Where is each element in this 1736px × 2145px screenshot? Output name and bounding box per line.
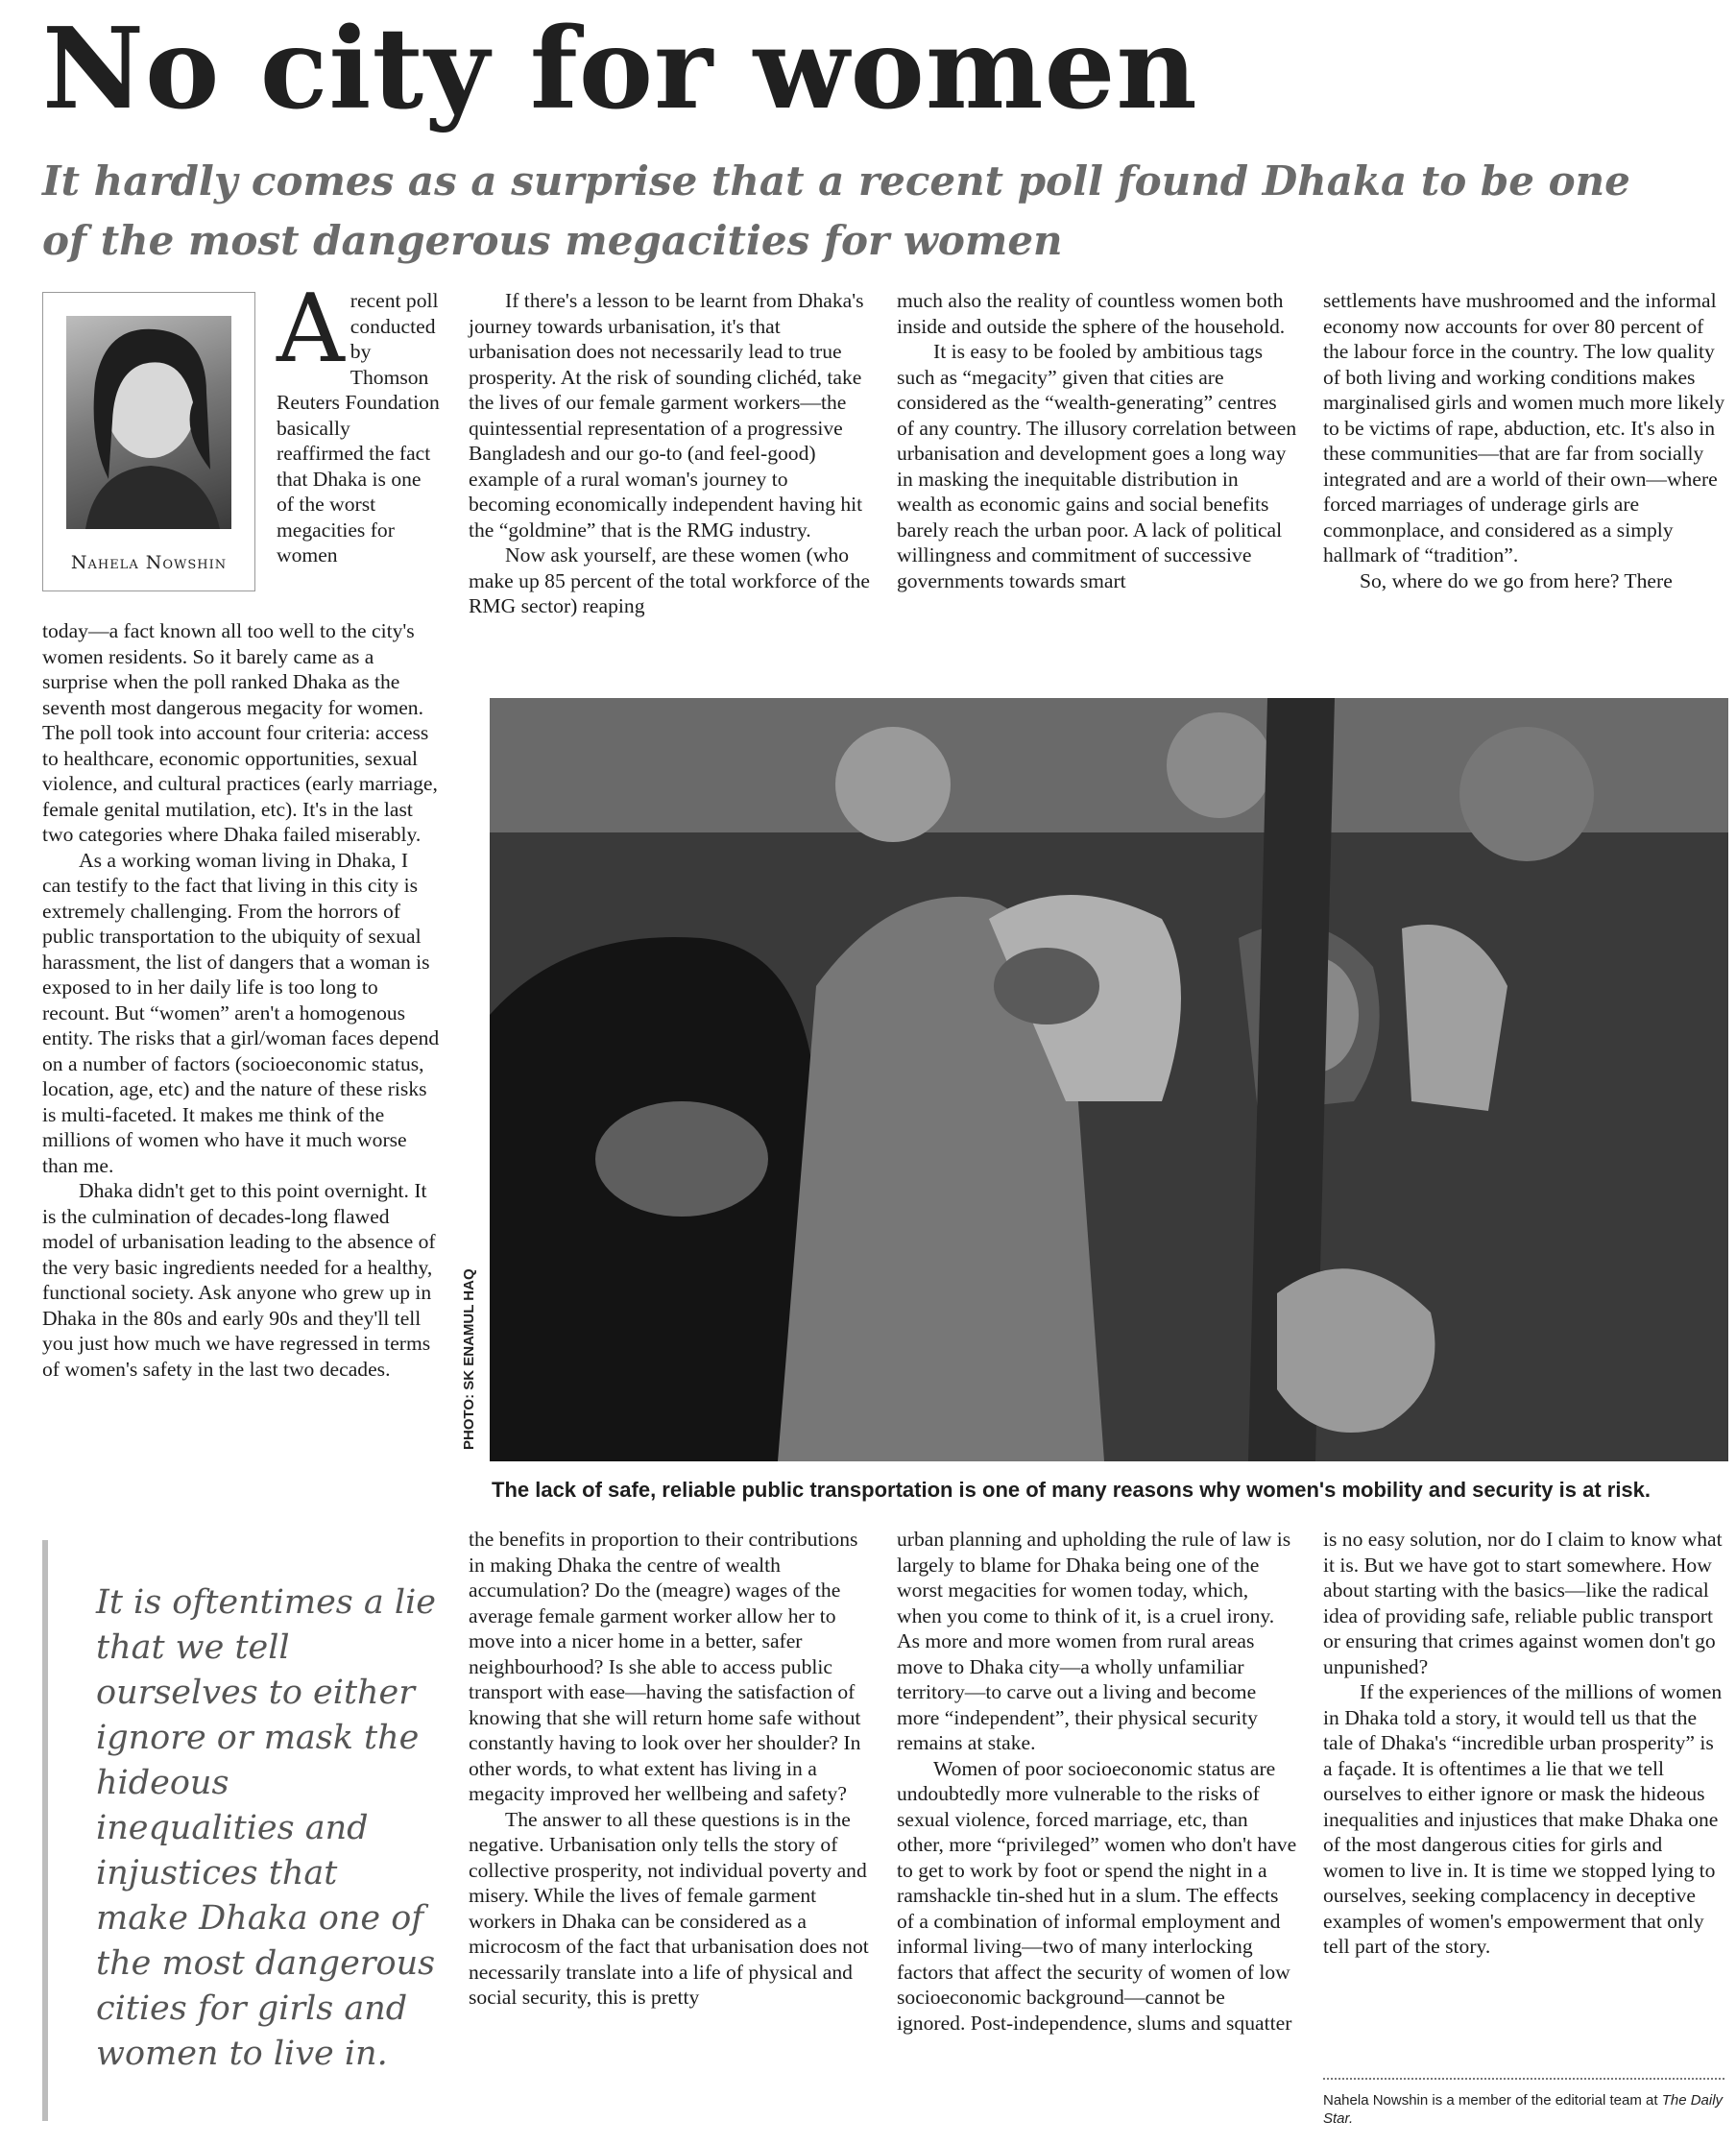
column-3-top: [897, 288, 1298, 682]
author-name: Nahela Nowshin: [70, 552, 228, 573]
paragraph: If the experiences of the millions of women in Dhaka told a story, it would tell us that the tale of Dhaka's “incredible urban prosperity” is a façade. It is oftentimes a lie that we tell ourselves to either ignore or mask the hideous inequalities and injustices that make Dhaka one of the most dangerous cities for girls and women to live in. It is time we stopped lying to ourselves, seeking complacency in deceptive examples of women's empowerment that only tell part of the story.: [1323, 1680, 1723, 1958]
paragraph: much also the reality of countless women both inside and outside the sphere of the household.: [897, 289, 1286, 338]
intro-paragraph-lead: [277, 275, 440, 568]
column-2-bottom: [469, 1527, 870, 2141]
bio-text: Nahela Nowshin is a member of the editorial team at: [1323, 2092, 1658, 2109]
deck-subtitle: It hardly comes as a surprise that a recent poll found Dhaka to be one of the most dangerous megacities for women: [42, 157, 1630, 264]
intro-paragraph-continued: today—a fact known all too well to the city's women residents. So it barely came as a surprise when the poll ranked Dhaka as the seventh most dangerous megacity for women. The poll took into account four criteria: access to healthcare, economic opportunities, sexual violence, and cultural practices (early marriage, female genital mutilation, etc). It's in the last two categories where Dhaka failed miserably.: [42, 619, 438, 846]
paragraph: Dhaka didn't get to this point overnight. It is the culmination of decades-long flawed model of urbanisation leading to the absence of the very basic ingredients needed for a healthy, functional society. Ask anyone who grew up in Dhaka in the 80s and early 90s and they'll tell you just how much we have regressed in terms of women's safety in the last two decades.: [42, 1179, 436, 1381]
paragraph: is no easy solution, nor do I claim to know what it is. But we have got to start somewhere. How about starting with the basics—like the radical idea of providing safe, reliable public transport or ensuring that crimes against women don't go unpunished?: [1323, 1528, 1723, 1678]
column-2-top: [469, 288, 870, 682]
intro-text-wrap: recent poll conducted by Thomson Reuters Foundation basically reaffirmed the fact that Dhaka is one of the worst megacities for women: [277, 289, 440, 566]
pull-quote: It is oftentimes a lie that we tell ourselves to either ignore or mask the hideous inequalities and injustices that make Dhaka one of the most dangerous cities for girls and women to live in.: [42, 1540, 436, 2121]
paragraph: The answer to all these questions is in the negative. Urbanisation only tells the story of collective prosperity, not individual poverty and misery. While the lives of female garment workers in Dhaka can be considered as a microcosm of the fact that urbanisation does not necessarily translate into a life of physical and social security, this is pretty: [469, 1807, 869, 2009]
author-photo: [66, 316, 231, 529]
dropcap: A: [277, 275, 345, 384]
photo-caption: The lack of safe, reliable public transportation is one of many reasons why women's mobility and security is at risk.: [492, 1478, 1652, 1502]
paragraph: If there's a lesson to be learnt from Dhaka's journey towards urbanisation, it's that urbanisation does not necessarily lead to true prosperity. At the risk of sounding clichéd, take the lives of our female garment workers—the quintessential representation of a progressive Bangladesh and our go-to (and feel-good) example of a rural woman's journey to becoming economically independent having hit the “goldmine” that is the RMG industry.: [469, 289, 864, 542]
paragraph: So, where do we go from here? There: [1360, 568, 1673, 592]
paragraph: As a working woman living in Dhaka, I can testify to the fact that living in this city is extremely challenging. From the horrors of public transportation to the ubiquity of sexual harassment, the list of dangers that a woman is exposed to in her daily life is too long to recount. But “women” aren't a homogenous entity. The risks that a girl/woman faces depend on a number of factors (socioeconomic status, location, age, etc) and the nature of these risks is multi-faceted. It makes me think of the millions of women who have it much worse than me.: [42, 848, 440, 1177]
author-box: [42, 292, 255, 591]
paragraph: the benefits in proportion to their contributions in making Dhaka the centre of wealth accumulation? Do the (meagre) wages of the average female garment worker allow her to move into a nicer home in a better, safer neighbourhood? Is she able to access public transport with ease—having the satisfaction of knowing that she will return home safe without constantly having to look over her shoulder? In other words, to what extent has living in a megacity improved her wellbeing and safety?: [469, 1528, 861, 1805]
column-4-top: [1323, 288, 1726, 682]
paragraph: urban planning and upholding the rule of law is largely to blame for Dhaka being one of the worst megacities for women today, which, when you come to think of it, is a cruel irony. As more and more women from rural areas move to Dhaka city—a wholly unfamiliar territory—to carve out a living and become more “independent”, their physical security remains at stake.: [897, 1528, 1291, 1754]
photo-credit: PHOTO: SK ENAMUL HAQ: [461, 1268, 477, 1450]
column-1: [42, 618, 440, 1526]
commuters-photo-icon: [490, 698, 1728, 1461]
paragraph: settlements have mushroomed and the informal economy now accounts for over 80 percent of the labour force in the country. The low quality of both living and working conditions makes marginalised girls and women much more likely to be victims of rape, abduction, etc. It's also in these communities—that are far from socially integrated and are a world of their own—where forced marriages of underage girls are commonplace, and considered as a simply hallmark of “tradition”.: [1323, 289, 1725, 566]
paragraph: Now ask yourself, are these women (who make up 85 percent of the total workforce of the RMG sector) reaping: [469, 543, 870, 617]
paragraph: It is easy to be fooled by ambitious tags such as “megacity” given that cities are considered as the “wealth-generating” centres of any country. The illusory correlation between urbanisation and development goes a long way in masking the inequitable distribution in wealth as economic gains and social benefits barely reach the urban poor. A lack of political willingness and commitment of successive governments towards smart: [897, 340, 1297, 592]
author-bio: [1323, 2091, 1726, 2128]
bio-publication: The Daily Star.: [1323, 2092, 1724, 2127]
paragraph: Women of poor socioeconomic status are undoubtedly more vulnerable to the risks of sexual violence, forced marriage, etc, than other, more “privileged” women who don't have to get to work by foot or spend the night in a ramshackle tin-shed hut in a slum. The effects of a combination of informal employment and informal living—two of many interlocking factors that affect the security of women of low socioeconomic background—cannot be ignored. Post-independence, slums and squatter: [897, 1756, 1297, 2035]
article-photo: [490, 698, 1728, 1461]
column-3-bottom: [897, 1527, 1298, 2141]
bio-divider: [1323, 2078, 1724, 2080]
column-1-top: [277, 275, 440, 615]
author-portrait-icon: [66, 316, 231, 529]
column-4-bottom: [1323, 1527, 1726, 2074]
headline: No city for women: [42, 4, 1198, 134]
